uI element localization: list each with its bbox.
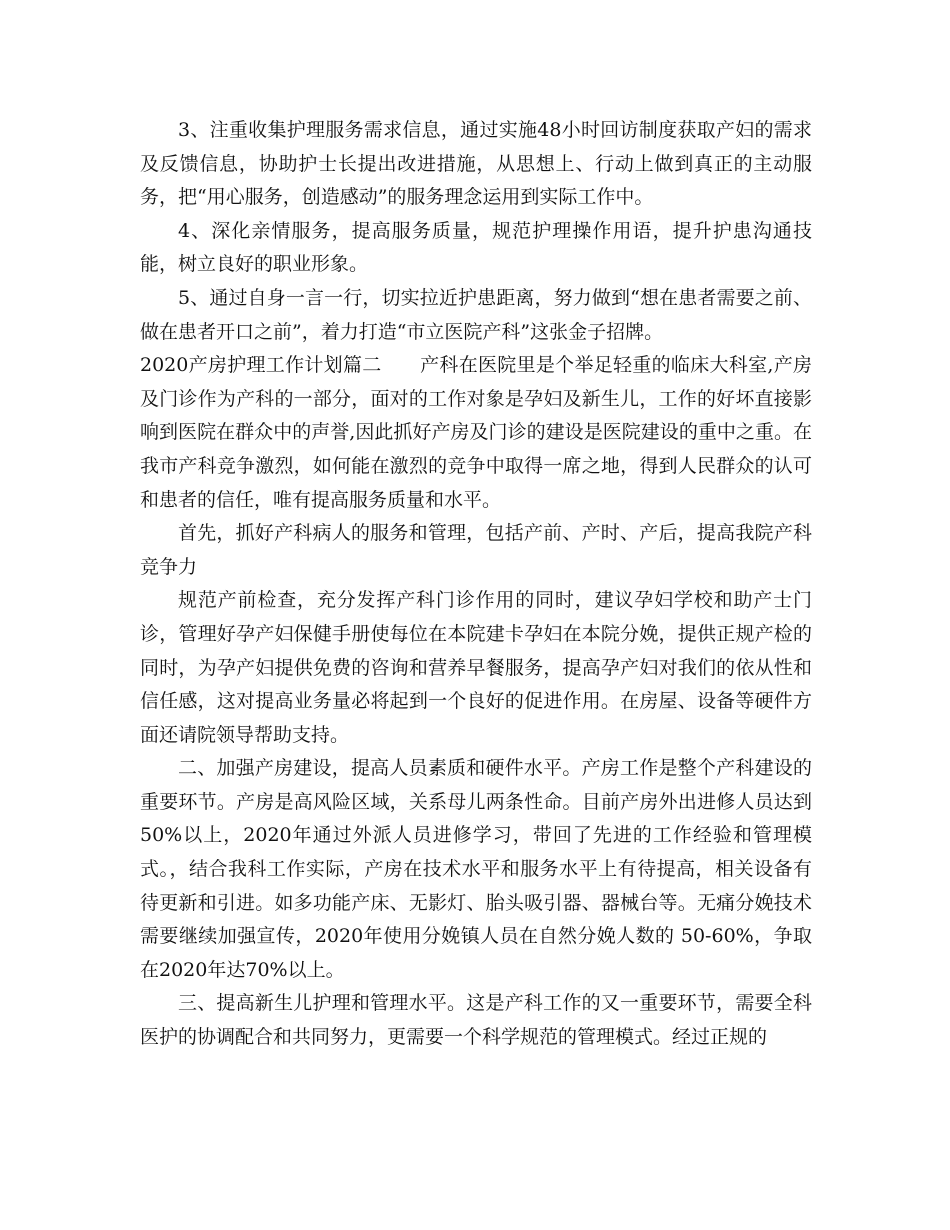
document-body <box>140 114 812 1055</box>
paragraph-prenatal: 规范产前检查，充分发挥产科门诊作用的同时，建议孕妇学校和助产士门诊，管理好孕产妇保健手册使每位在本院建卡孕妇在本院分娩，提供正规产检的同时，为孕产妇提供免费的咨询和营养早餐服务，提高孕产妇对我们的依从性和信任感，这对提高业务量必将起到一个良好的促进作用。在房屋、设备等硬件方面还请院领导帮助支持。 <box>140 589 812 746</box>
paragraph-item-4: 4、深化亲情服务，提高服务质量，规范护理操作用语，提升护患沟通技能，树立良好的职业形象。 <box>140 219 812 276</box>
paragraph-first: 首先，抓好产科病人的服务和管理，包括产前、产时、产后，提高我院产科竞争力 <box>140 522 812 578</box>
paragraph-delivery-room: 二、加强产房建设，提高人员素质和硬件水平。产房工作是整个产科建设的重要环节。产房是高风险区域，关系母儿两条性命。目前产房外出进修人员达到 50%以上，2020年通过外派人员进修学习，带回了先进的工作经验和管理模式。，结合我科工作实际，产房在技术水平和服务水平上有待提高，相关设备有待更新和引进。如多功能产床、无影灯、胎头吸引器、器械台等。无痛分娩技术需要继续加强宣传，2020年使用分娩镇人员在自然分娩人数的 50-60%，争取在2020年达70%以上。 <box>140 757 812 981</box>
section-heading-paragraph: 2020产房护理工作计划篇二 产科在医院里是个举足轻重的临床大科室,产房及门诊作为产科的一部分，面对的工作对象是孕妇及新生儿，工作的好坏直接影响到医院在群众中的声誉,因此抓好产房及门诊的建设是医院建设的重中之重。在我市产科竞争激烈，如何能在激烈的竞争中取得一席之地，得到人民群众的认可和患者的信任，唯有提高服务质量和水平。 <box>140 354 812 511</box>
paragraph-item-5: 5、通过自身一言一行，切实拉近护患距离，努力做到“想在患者需要之前、做在患者开口之前”，着力打造“市立医院产科”这张金子招牌。 <box>140 286 812 343</box>
paragraph-newborn: 三、提高新生儿护理和管理水平。这是产科工作的又一重要环节，需要全科医护的协调配合和共同努力，更需要一个科学规范的管理模式。经过正规的 <box>140 992 812 1049</box>
paragraph-item-3: 3、注重收集护理服务需求信息，通过实施48小时回访制度获取产妇的需求及反馈信息，协助护士长提出改进措施，从思想上、行动上做到真正的主动服务，把“用心服务，创造感动”的服务理念运用到实际工作中。 <box>140 119 812 209</box>
